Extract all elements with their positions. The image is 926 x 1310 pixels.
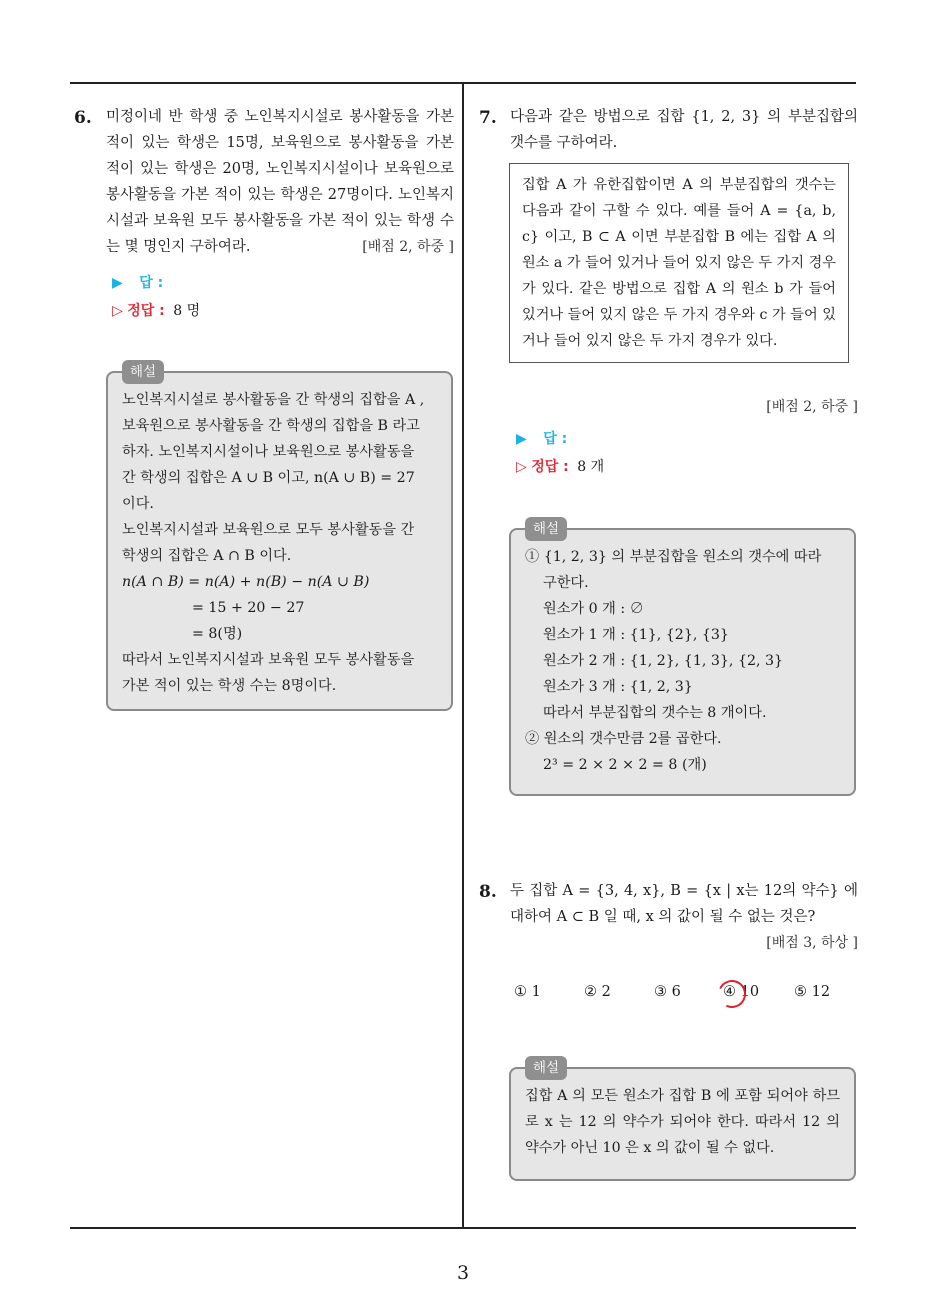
q6-block [106, 104, 454, 320]
solution-line: 구한다. [543, 575, 589, 591]
answer-arrow-icon: ▶ [112, 275, 123, 291]
q6-correct-line [112, 300, 454, 320]
q7-number: 7. [479, 108, 497, 128]
q7-solution [509, 521, 856, 796]
solution-line: 원소가 1 개 : {1}, {2}, {3} [543, 627, 729, 643]
q7-text: 다음과 같은 방법으로 집합 {1, 2, 3} 의 부분집합의 갯수를 구하여라. [510, 109, 858, 151]
correct-arrow-icon: ▷ [516, 459, 527, 475]
solution-line: 간 학생의 집합은 A ∪ B 이고, n(A ∪ B) = 27 [122, 470, 415, 486]
q7-answer-line [516, 428, 858, 448]
choice-4[interactable]: ④ 10 [723, 984, 760, 1000]
solution-line: 원소가 3 개 : {1, 2, 3} [543, 679, 693, 695]
solution-line: 보육원으로 봉사활동을 간 학생의 집합을 B 라고 [122, 418, 420, 434]
q7-info-box [509, 163, 849, 363]
q6-number: 6. [74, 108, 92, 128]
q7-correct-value: 8 개 [577, 459, 605, 475]
choice-3[interactable]: ③ 6 [654, 984, 681, 1000]
q8-text: 두 집합 A = {3, 4, x}, B = {x | x는 12의 약수} 에 대하여 A ⊂ B 일 때, x 의 값이 될 수 없는 것은? [510, 883, 858, 925]
q8-solution-tag: 해설 [525, 1056, 567, 1080]
q6-solution [106, 364, 453, 711]
solution-line: 이다. [122, 496, 154, 512]
solution-line: ① {1, 2, 3} 의 부분집합을 원소의 갯수에 따라 [525, 549, 822, 565]
correct-arrow-icon: ▷ [112, 303, 123, 319]
q7-block [510, 104, 858, 156]
q6-answer-label: 답 : [139, 275, 164, 291]
solution-line: n(A ∩ B) = n(A) + n(B) − n(A ∪ B) [122, 574, 370, 590]
page-number: 3 [456, 1262, 470, 1284]
solution-line: ② 원소의 갯수만큼 2를 곱한다. [525, 731, 722, 747]
red-circle-mark-icon [714, 976, 750, 1012]
q8-meta: [배점 3, 하상 ] [766, 935, 858, 951]
q6-correct-label: 정답 : [127, 303, 165, 319]
q7-correct-line [516, 456, 858, 476]
solution-line: = 8(명) [192, 626, 243, 642]
solution-line: 따라서 노인복지시설과 보육원 모두 봉사활동을 [122, 652, 415, 668]
q8-number: 8. [479, 882, 497, 902]
choice-5[interactable]: ⑤ 12 [794, 984, 831, 1000]
q6-meta: [배점 2, 하중 ] [362, 239, 454, 255]
solution-line: 하자. 노인복지시설이나 보육원으로 봉사활동을 [122, 444, 415, 460]
choice-2[interactable]: ② 2 [584, 984, 611, 1000]
solution-line: 노인복지시설로 봉사활동을 간 학생의 집합을 A , [122, 392, 425, 408]
solution-line: = 15 + 20 − 27 [192, 600, 305, 616]
q6-answer-line [112, 272, 454, 292]
q7-meta: [배점 2, 하중 ] [766, 399, 858, 415]
q7-answer-label: 답 : [543, 431, 568, 447]
solution-line: 노인복지시설과 보육원으로 모두 봉사활동을 간 [122, 522, 415, 538]
q8-solution [509, 1060, 856, 1181]
q7-correct-label: 정답 : [531, 459, 569, 475]
q6-text: 미정이네 반 학생 중 노인복지시설로 봉사활동을 가본 적이 있는 학생은 15명, 보육원으로 봉사활동을 가본 적이 있는 학생은 20명, 노인복지시설이나 보육원으로 봉사활동을 가본 적이 있는 학생은 27명이다. 노인복지시설과 보육원 모두 봉사활동을 가본 적이 있는 학생 수는 몇 명인지 구하여라. [106, 109, 454, 255]
q7-meta-block [510, 394, 858, 476]
q8-solution-text: 집합 A 의 모든 원소가 집합 B 에 포함 되어야 하므로 x 는 12 의 약수가 되어야 한다. 따라서 12 의 약수가 아닌 10 은 x 의 값이 될 수 없다. [525, 1088, 840, 1156]
q7-solution-tag: 해설 [525, 517, 567, 541]
q6-solution-tag: 해설 [122, 360, 164, 384]
solution-line: 따라서 부분집합의 갯수는 8 개이다. [543, 705, 767, 721]
q8-block [510, 878, 858, 956]
q7-box-text: 집합 A 가 유한집합이면 A 의 부분집합의 갯수는 다음과 같이 구할 수 있다. 예를 들어 A = {a, b, c} 이고, B ⊂ A 이면 부분집합 B 에는 집합 A 의 원소 a 가 들어 있거나 들어 있지 않은 두 가지 경우가 있다. 같은 방법으로 집합 A 의 원소 b 가 들어 있거나 들어 있지 않은 두 가지 경우와 c 가 들어 있거나 들어 있지 않은 두 가지 경우가 있다. [509, 163, 849, 363]
solution-line: 2³ = 2 × 2 × 2 = 8 (개) [543, 757, 707, 773]
answer-arrow-icon: ▶ [516, 431, 527, 447]
q8-choices [514, 984, 854, 1008]
column-divider [462, 82, 464, 1228]
choice-1[interactable]: ① 1 [514, 984, 541, 1000]
q6-correct-value: 8 명 [173, 303, 201, 319]
solution-line: 가본 적이 있는 학생 수는 8명이다. [122, 678, 337, 694]
solution-line: 원소가 2 개 : {1, 2}, {1, 3}, {2, 3} [543, 653, 784, 669]
solution-line: 원소가 0 개 : ∅ [543, 601, 644, 617]
solution-line: 학생의 집합은 A ∩ B 이다. [122, 548, 292, 564]
